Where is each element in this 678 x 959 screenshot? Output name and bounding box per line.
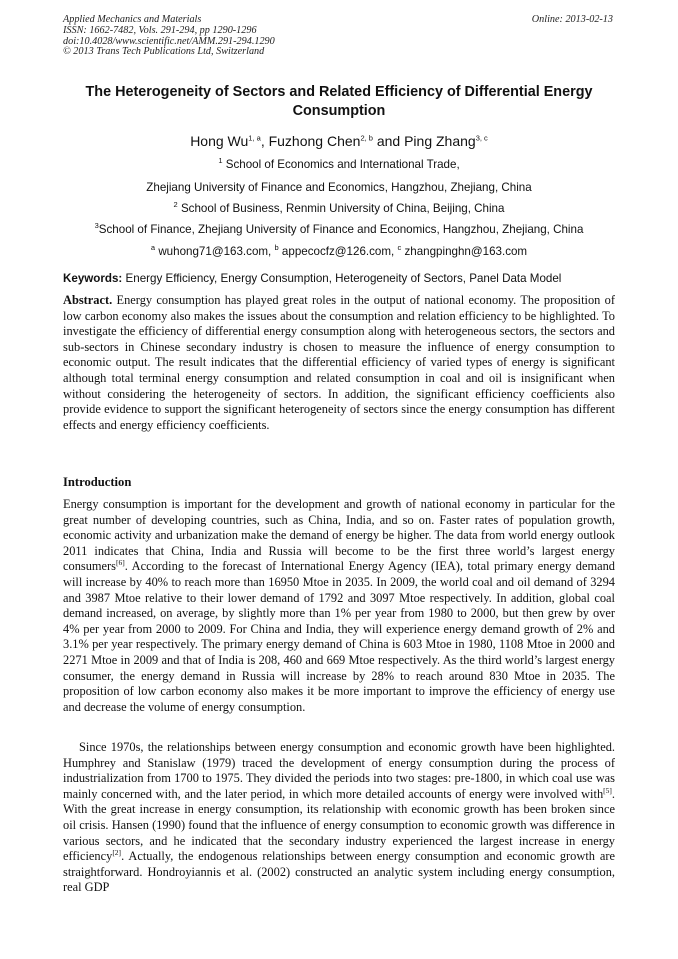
email-superscript: a — [150, 243, 156, 253]
keywords-line — [63, 271, 615, 286]
affiliation-text: School of Economics and International Trade, — [225, 158, 460, 171]
affiliation-text: School of Business, Renmin University of China, Beijing, China — [180, 202, 505, 215]
email-address: wuhong71@163.com, — [158, 245, 272, 258]
affiliation-text: School of Finance, Zhejiang University of Finance and Economics, Hangzhou, Zhejiang, China — [98, 223, 584, 236]
author-name: Hong Wu — [190, 133, 249, 149]
email-line — [63, 244, 615, 259]
paragraph-text: Energy consumption is important for the development and growth of national economy in particular for the great number of developing countries, such as China, India, and so on. Faster rates of population growth, economic activity and urbanization make the demand of energy be higher. The data from world energy outlook 2011 indicates that China, India and Russia will become to be the first three world’s largest energy consumers — [63, 497, 615, 574]
author-superscript: 3, c — [475, 133, 488, 143]
citation: [6] — [116, 558, 125, 568]
author-superscript: 2, b — [360, 133, 373, 143]
paper-title: The Heterogeneity of Sectors and Related Efficiency of Differential Energy Consumption — [85, 84, 593, 119]
copyright-line: © 2013 Trans Tech Publications Ltd, Switzerland — [63, 46, 265, 58]
journal-name: Applied Mechanics and Materials — [63, 14, 202, 25]
author-name: Ping Zhang — [404, 133, 476, 149]
affiliation-superscript: 2 — [173, 200, 178, 210]
paragraph-text: . Actually, the endogenous relationships between energy consumption and economic growth are straightforward. Hondroyiannis et al. (2002) constructed an analytic system including energy consumption, real GDP — [63, 849, 615, 895]
introduction-heading: Introduction — [63, 475, 132, 489]
online-date: Online: 2013-02-13 — [531, 14, 613, 25]
author-separator: and — [372, 133, 405, 149]
journal-header — [63, 15, 275, 58]
email-superscript: b — [274, 243, 279, 253]
introduction-paragraph-1 — [63, 497, 615, 715]
email-superscript: c — [397, 243, 402, 253]
issn-line: ISSN: 1662-7482, Vols. 291-294, pp 1290-1296 — [63, 24, 257, 36]
keywords-label: Keywords: — [63, 272, 123, 285]
author-list — [63, 131, 615, 151]
affiliation-2 — [63, 201, 615, 216]
keywords-text: Energy Efficiency, Energy Consumption, Heterogeneity of Sectors, Panel Data Model — [125, 272, 562, 285]
author-separator: , — [260, 133, 269, 149]
paragraph-text: Since 1970s, the relationships between energy consumption and economic growth have been highlighted. Humphrey and Stanislaw (1979) traced the development of energy consumption during the process of industrialization from 1700 to 1975. They divided the periods into two stages: pre-1800, in which coal use was mainly concerned with, and the later period, in which more detailed accounts of energy were involved with — [63, 740, 615, 801]
citation: [5] — [603, 785, 612, 795]
affiliation-superscript: 1 — [218, 156, 223, 166]
email-address: appecocfz@126.com, — [281, 245, 395, 258]
paragraph-text: . With the great increase in energy consumption, its relationship with economic growth has been broken since oil crisis. Hansen (1990) found that the influence of energy consumption to economic growth was difference in various sectors, and he indicated that the secondary industry experienced the largest increase in energy efficiency — [63, 786, 615, 864]
affiliation-superscript: 3 — [94, 221, 99, 231]
affiliation-3 — [63, 222, 615, 237]
affiliation-1-line-1 — [63, 157, 615, 172]
email-address: zhangpinghn@163.com — [404, 245, 528, 258]
author-name: Fuzhong Chen — [268, 133, 361, 149]
paragraph-text: . According to the forecast of International Energy Agency (IEA), total primary energy demand will increase by 40% to reach more than 16950 Mtoe in 2035. In 2009, the world coal and oil demand of 3294 and 3987 Mtoe relative to their lower demand of 1792 and 3097 Mtoe respectively. In addition, global coal demand increased, on average, by slightly more than 1% per year from 1980 to 2000, but then grew by over 4% per year from 2000 to 2009. For China and India, they will experience energy demand growth of 2% and 3.1% per year respectively. The primary energy demand of China is 603 Mtoe in 1980, 1108 Mtoe in 2000 and 2271 Mtoe in 2009 and that of India is 208, 460 and 669 Mtoe respectively. As the third world’s largest energy consumer, the energy demand in Russia will increase by 28% to reach around 830 Mtoe in 2035. The proposition of low carbon economy also makes it be more important to improve the efficiency of energy use and decrease the volume of energy consumption. — [63, 559, 615, 714]
citation: [2] — [112, 848, 122, 858]
author-superscript: 1, a — [248, 133, 261, 143]
abstract — [63, 293, 615, 433]
abstract-label: Abstract. — [63, 293, 113, 307]
introduction-paragraph-2 — [63, 740, 615, 896]
affiliation-1-line-2: Zhejiang University of Finance and Economics, Hangzhou, Zhejiang, China — [146, 181, 532, 194]
abstract-text: Energy consumption has played great roles in the output of national economy. The proposition of low carbon economy also makes the issues about the consumption and relation efficiency to be highlighted. To investigate the efficiency of differential energy consumption along with heterogeneous sectors, the sectors and sub-sectors in Chinese secondary industry is chosen to measure the influence of energy consumption to economic output. The result indicates that the differential efficiency of varied types of energy is significant although total terminal energy consumption and related consumption in coal and oil is insignificant when without considering the heterogeneity of sectors. In addition, the significant efficiency coefficients also provide evidence to support the significant heterogeneity of sectors since the energy consumption has different effects and energy efficiency coefficients. — [63, 293, 615, 432]
doi-line: doi:10.4028/www.scientific.net/AMM.291-294.1290 — [63, 35, 275, 47]
